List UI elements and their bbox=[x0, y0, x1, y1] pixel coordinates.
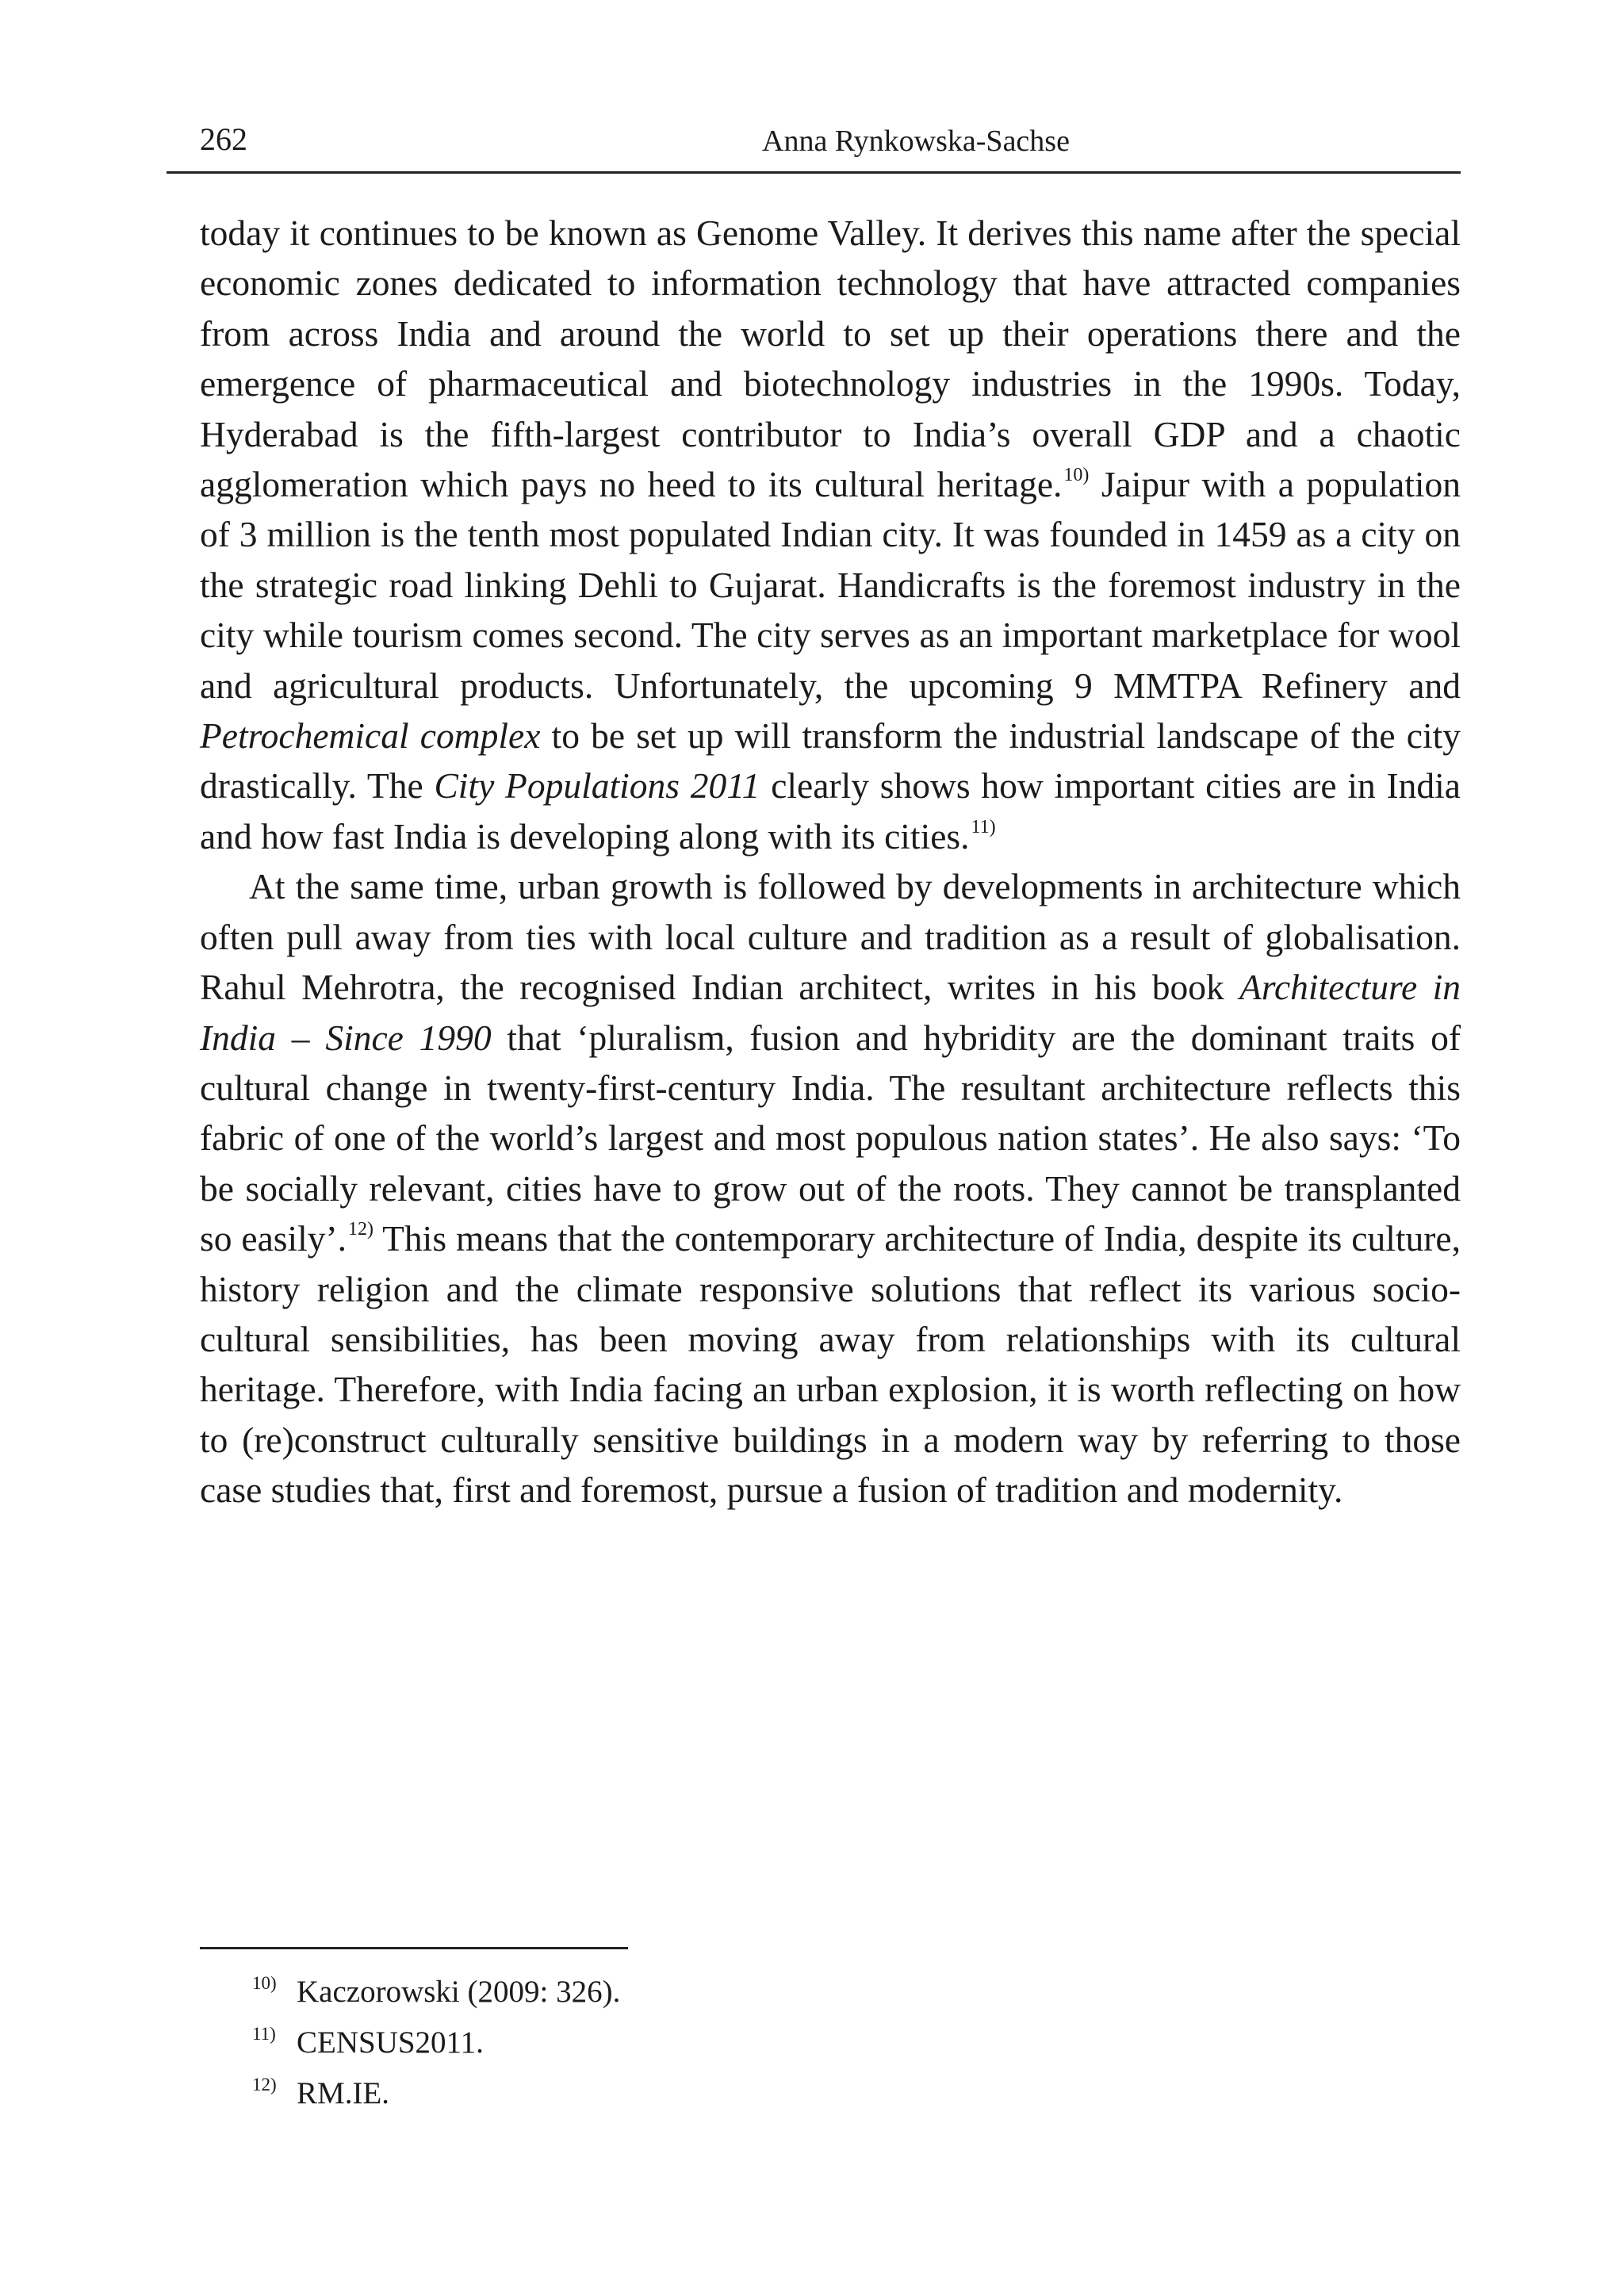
footnote-text: Kaczorowski (2009: 326). bbox=[297, 1975, 621, 2009]
text-run: today it continues to be known as Genome Valley. It derives this name after the special economic zones dedicated to information technology that have attracted companies from across India and around the world to set up their operations there and the emergence of pharmaceutical and biotechnology industries in the 1990s. Today, Hyderabad is the fifth-largest contributor to India’s overall GDP and a chaotic agglomeration which pays no heed to its cultural heritage. bbox=[200, 213, 1461, 505]
italic-title: City Populations 2011 bbox=[434, 765, 760, 807]
text-run: that ‘pluralism, fusion and hybridity are the dominant traits of cultural change in twenty-first-century India. The resultant architecture reflects this fabric of one of the world’s largest and most populous nation states’. He also says: ‘To be socially relevant, cities have to grow out of the roots. They cannot be transplanted so easily’. bbox=[200, 1017, 1461, 1259]
text-run: to be set up will transform the industrial landscape of the city drastically. The bbox=[200, 715, 1461, 807]
footnote-text: CENSUS2011. bbox=[297, 2025, 484, 2060]
footnote-divider bbox=[200, 1947, 628, 1949]
running-header bbox=[167, 119, 1461, 174]
footnote-11 bbox=[252, 2018, 1362, 2068]
text-run: Jaipur with a population of 3 million is the tenth most populated Indian city. It was founded in 1459 as a city on the strategic road linking Dehli to Gujarat. Handicrafts is the foremost industry in the city while tourism comes second. The city serves as an important marketplace for wool and agricultural products. Unfortunately, the upcoming 9 MMTPA Refinery and bbox=[200, 464, 1461, 706]
footnote-12 bbox=[252, 2068, 1362, 2119]
text-run: clearly shows how important cities are in India and how fast India is developing along with its cities. bbox=[200, 765, 1461, 856]
footnotes bbox=[252, 1967, 1362, 2119]
main-text bbox=[200, 208, 1461, 1516]
paragraph-1 bbox=[200, 208, 1461, 861]
footnote-text: RM.IE. bbox=[297, 2076, 389, 2110]
footnote-ref-11[interactable]: 11) bbox=[971, 816, 996, 837]
italic-book-title: Architecture in India – Since 1990 bbox=[200, 967, 1461, 1058]
running-head-author: Anna Rynkowska-Sachse bbox=[762, 125, 1070, 158]
paragraph-2 bbox=[200, 861, 1461, 1515]
footnote-mark: 11) bbox=[252, 2024, 276, 2044]
footnote-10 bbox=[252, 1967, 1362, 2018]
text-run: At the same time, urban growth is followed by developments in architecture which often pull away from ties with local culture and tradition as a result of globalisation. Rahul Mehrotra, the recognised Indian architect, writes in his book bbox=[200, 866, 1461, 1008]
footnote-mark: 12) bbox=[252, 2075, 277, 2094]
footnote-ref-12[interactable]: 12) bbox=[348, 1219, 374, 1240]
footnote-mark: 10) bbox=[252, 1973, 277, 1993]
footnote-ref-10[interactable]: 10) bbox=[1063, 465, 1090, 486]
page-number: 262 bbox=[200, 121, 247, 157]
italic-term: Petrochemical complex bbox=[200, 715, 541, 757]
text-run: This means that the contemporary architecture of India, despite its culture, history religion and the climate responsive solutions that reflect its various socio-cultural sensibilities, has been moving away from relationships with its cultural heritage. Therefore, with India facing an urban explosion, it is worth reflecting on how to (re)construct culturally sensitive buildings in a modern way by referring to those case studies that, first and foremost, pursue a fusion of tradition and modernity. bbox=[200, 1218, 1461, 1511]
